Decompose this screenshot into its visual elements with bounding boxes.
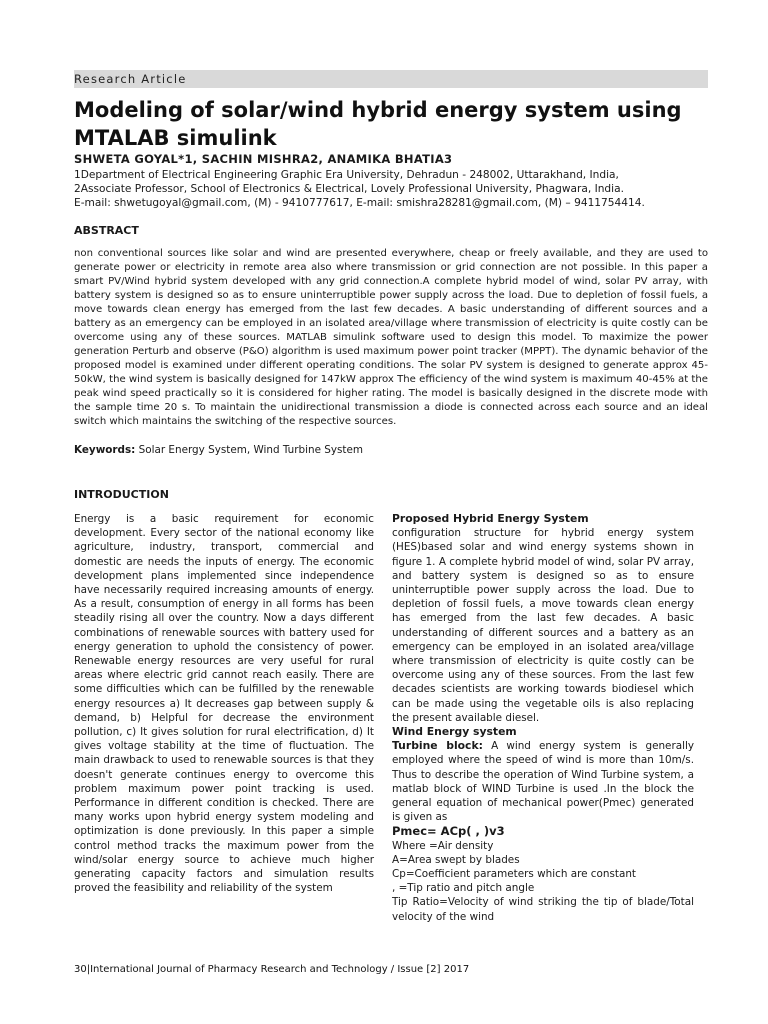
keywords-label: Keywords:: [74, 444, 136, 456]
contact-emails: E-mail: shwetugoyal@gmail.com, (M) - 9410777617, E-mail: smishra28281@gmail.com, (M) – 9411754414.: [74, 197, 645, 209]
affiliation-1: 1Department of Electrical Engineering Graphic Era University, Dehradun - 248002, Uttarakhand, India,: [74, 169, 619, 181]
page-footer: 30|International Journal of Pharmacy Research and Technology / Issue [2] 2017: [74, 964, 470, 975]
abstract-text: non conventional sources like solar and wind are presented everywhere, cheap or freely available, and they are used to generate power or electricity in remote area also where transmission or grid connection are not possible. In this paper a smart PV/Wind hybrid system developed with any grid connection.A complete hybrid model of wind, solar PV array, with battery system is designed so as to ensure uninterruptible power supply across the load. Due to depletion of fossil fuels, a move towards clean energy has emerged from the last few decades. A basic understanding of different sources and a battery as an emergency can be employed in an isolated area/village where transmission of electricity is quite costly can be overcome using any of these sources. MATLAB simulink software used to design this model. To maximize the power generation Perturb and observe (P&O) algorithm is used maximum power point tracker (MPPT). The dynamic behavior of the proposed model is examined under different operating conditions. The solar PV system is designed to generate approx 45-50kW, the wind system is basically designed for 147kW approx The efficiency of the wind system is maximum 40-45% at the peak wind speed practically so it is considered for higher rating. The model is basically designed in the discrete mode with the sample time 20 s. To maintain the unidirectional transmission a diode is connected across each source and an ideal switch which maintains the switching of the respective sources.: [74, 248, 708, 427]
left-column: [74, 512, 374, 895]
paper-title: Modeling of solar/wind hybrid energy system using MTALAB simulink: [74, 98, 682, 150]
article-type-label: Research Article: [74, 72, 187, 86]
article-type-band: [74, 70, 708, 88]
where-line-5: Tip Ratio=Velocity of wind striking the tip of blade/Total velocity of the wind: [392, 896, 694, 923]
turbine-text: A wind energy system is generally employed where the speed of wind is more than 10m/s. Thus to describe the operation of Wind Turbine system, a matlab block of WIND Turbine is used .In the block the general equation of mechanical power(Pmec) generated is given as: [392, 740, 695, 824]
keywords-value: Solar Energy System, Wind Turbine System: [135, 444, 364, 456]
power-formula: Pmec= ACp( , )v3: [392, 824, 505, 839]
turbine-paragraph: [392, 739, 694, 824]
affiliation-2: 2Associate Professor, School of Electronics & Electrical, Lovely Professional University, Phagwara, India.: [74, 183, 624, 195]
proposed-system-text: configuration structure for hybrid energy system (HES)based solar and wind energy systems shown in figure 1. A complete hybrid model of wind, solar PV array, and battery system is designed so as to ensure uninterruptible power supply across the load. Due to depletion of fossil fuels, a move towards clean energy has emerged from the last few decades. A basic understanding of different sources and a battery as an emergency can be employed in an isolated area/village where transmission of electricity is quite costly can be overcome using any of these sources. From the last few decades scientists are working towards biodiesel which can be made using the vegetable oils is also replacing the present available diesel.: [392, 527, 694, 724]
wind-energy-heading: Wind Energy system: [392, 725, 517, 739]
where-line-4: , =Tip ratio and pitch angle: [392, 882, 535, 895]
right-column: [392, 512, 694, 924]
introduction-heading: INTRODUCTION: [74, 488, 169, 501]
proposed-system-heading: Proposed Hybrid Energy System: [392, 512, 589, 525]
keywords-line: [74, 444, 363, 456]
introduction-text: Energy is a basic requirement for economic development. Every sector of the national economy like agriculture, industry, transport, commercial and domestic are needs the inputs of energy. The economic development plans implemented since independence have necessarily required increasing amounts of energy. As a result, consumption of energy in all forms has been steadily rising all over the country. Now a days different combinations of renewable sources with battery used for energy generation to uphold the consistency of power. Renewable energy resources are very useful for rural areas where electric grid cannot reach easily. There are some difficulties which can be fulfilled by the renewable energy resources a) It decreases gap between supply & demand, b) Helpful for decrease the environment pollution, c) It gives solution for rural electrification, d) It gives voltage stability at the time of fluctuation. The main drawback to used to renewable sources is that they doesn't generate continues energy to overcome this problem maximum power point tracking is used. Performance in different condition is checked. There are many works upon hybrid energy system modeling and optimization is done previously. In this paper a simple control method tracks the maximum power from the wind/solar energy source to achieve much higher generating capacity factors and simulation results proved the feasibility and reliability of the system: [74, 513, 374, 895]
where-line-1: Where =Air density: [392, 839, 494, 852]
author-list: SHWETA GOYAL*1, SACHIN MISHRA2, ANAMIKA BHATIA3: [74, 152, 453, 166]
where-line-3: Cp=Coefficient parameters which are constant: [392, 868, 636, 881]
abstract-heading: ABSTRACT: [74, 224, 139, 237]
where-line-2: A=Area swept by blades: [392, 853, 520, 866]
turbine-label: Turbine block:: [392, 739, 483, 753]
